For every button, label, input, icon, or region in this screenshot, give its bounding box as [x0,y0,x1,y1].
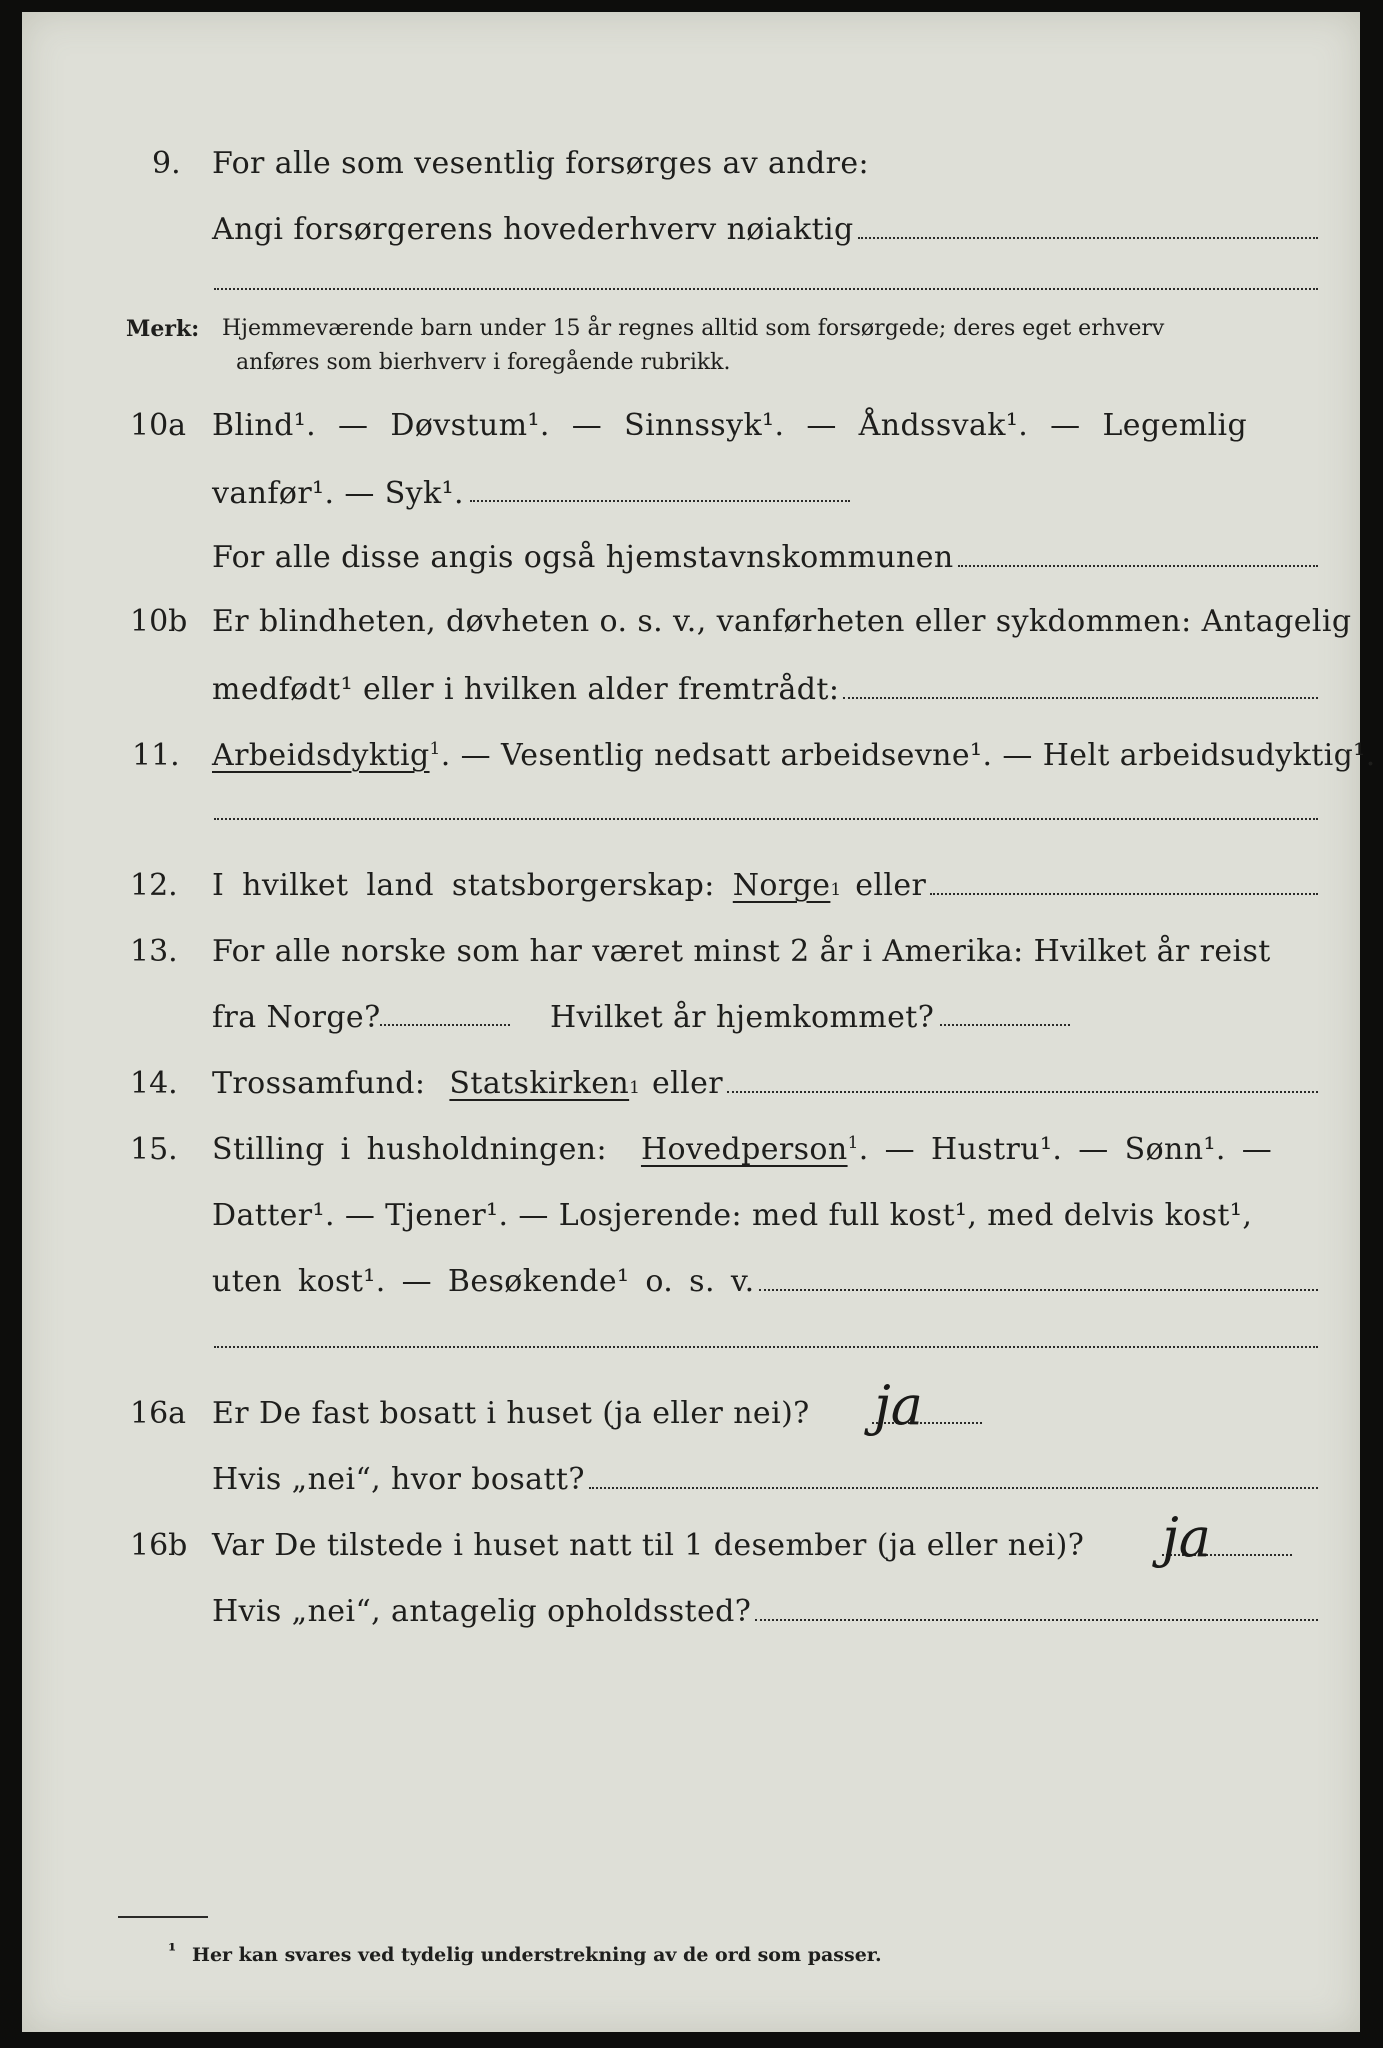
q15-pre: Stilling i husholdningen: [212,1132,608,1167]
q16b-line2-text: Hvis „nei“, antagelig opholdssted? [212,1594,752,1629]
q15-line2: Datter¹. — Tjener¹. — Losjerende: med full kost¹, med delvis kost¹, [212,1198,1253,1233]
q13-number: 13. [130,934,178,969]
q13-reist-field[interactable] [380,1024,510,1026]
q16b-number: 16b [130,1528,188,1563]
q10a-line2: vanfør¹. — Syk¹. [212,476,464,511]
q16a-line1: Er De fast bosatt i huset (ja eller nei)? [212,1396,810,1431]
q15-line3 [212,1264,1318,1299]
q12-line: I hvilket land statsborgerskap: Norge 1 eller [212,868,1318,903]
q11-rest: . — Vesentlig nedsatt arbeidsevne¹. — Helt arbeidsudyktig¹. [440,738,1376,773]
q14-number: 14. [130,1066,178,1101]
q16b-line2 [212,1594,1318,1629]
q15-line3-text: uten kost¹. — Besøkende¹ o. s. v. [212,1264,755,1299]
q10a-line3 [212,540,1318,575]
q15-answer-line[interactable] [214,1346,1318,1348]
q14-line: Trossamfund: Statskirken 1 eller [212,1066,1318,1101]
q12-post: eller [855,868,927,903]
q15-footnote-mark: 1 [847,1133,859,1153]
footnote-text: Her kan svares ved tydelig understrekning av de ord som passer. [192,1944,882,1966]
q12-pre: I hvilket land statsborgerskap: [212,868,715,903]
q10b-line2 [212,672,1318,707]
q16b-handwritten-answer: ja [1162,1506,1211,1569]
q13-hjemkommet-field[interactable] [940,1024,1070,1026]
q11-option-arbeidsdyktig[interactable]: Arbeidsdyktig [212,738,430,773]
q9-extra-answer-line[interactable] [214,288,1318,290]
census-form-page [22,12,1376,2032]
q16a-line2 [212,1462,1318,1497]
q15-line1 [212,1132,1272,1167]
q10a-syk-answer-line[interactable] [470,500,850,502]
q12-land-field[interactable] [930,892,1318,895]
q13-a: fra Norge? [212,1000,381,1035]
q16a-bosatt-field[interactable] [589,1486,1318,1489]
q16a-number: 16a [130,1396,187,1431]
footnote-separator [118,1916,208,1918]
q14-post: eller [651,1066,723,1101]
q11-answer-line[interactable] [214,818,1318,820]
merk-label: Merk: [126,316,200,342]
q10b-alder-field[interactable] [843,696,1318,699]
q10a-line1: Blind¹. — Døvstum¹. — Sinnssyk¹. — Åndssvak¹. — Legemlig [212,408,1248,443]
q15-stilling-field[interactable] [759,1288,1318,1291]
q10a-hjemstavn-field[interactable] [958,564,1318,567]
q11-footnote-mark: 1 [429,739,441,759]
q15-option-hovedperson[interactable]: Hovedperson [640,1132,848,1167]
q15-line1-rest: . — Hustru¹. — Sønn¹. — [858,1132,1273,1167]
q13-line1: For alle norske som har været minst 2 år i Amerika: Hvilket år reist [212,934,1271,969]
q12-number: 12. [130,868,178,903]
q10b-line1: Er blindheten, døvheten o. s. v., vanførheten eller sykdommen: Antagelig [212,604,1352,639]
q10b-number: 10b [130,604,188,639]
q9-number: 9. [152,146,181,181]
q11-line [212,738,1376,773]
q16a-line2-text: Hvis „nei“, hvor bosatt? [212,1462,585,1497]
q10b-line2-text: medfødt¹ eller i hvilken alder fremtrådt: [212,672,840,707]
q14-pre: Trossamfund: [212,1066,426,1101]
q9-line2-text: Angi forsørgerens hovederhverv nøiaktig [212,212,854,247]
q9-answer-field[interactable] [858,236,1318,239]
q10a-line3-text: For alle disse angis også hjemstavnskommunen [212,540,954,575]
merk-line2: anføres som bierhverv i foregående rubrikk. [236,350,731,375]
q13-b: Hvilket år hjemkommet? [550,1000,935,1035]
q11-number: 11. [132,738,180,773]
q16b-line1: Var De tilstede i huset natt til 1 desember (ja eller nei)? [212,1528,1085,1563]
q14-trossamfund-field[interactable] [727,1090,1318,1093]
q9-line2 [212,212,1318,247]
q10a-number: 10a [130,408,187,443]
q14-option-statskirken[interactable]: Statskirken [449,1066,630,1101]
merk-line1: Hjemmeværende barn under 15 år regnes alltid som forsørgede; deres eget erhverv [222,316,1165,341]
q16a-handwritten-answer: ja [874,1374,923,1437]
q9-line1: For alle som vesentlig forsørges av andre: [212,146,870,181]
footnote-mark: ¹ [168,1940,177,1962]
q15-number: 15. [130,1132,178,1167]
q16b-opholdssted-field[interactable] [755,1618,1318,1621]
q12-option-norge[interactable]: Norge [732,868,831,903]
